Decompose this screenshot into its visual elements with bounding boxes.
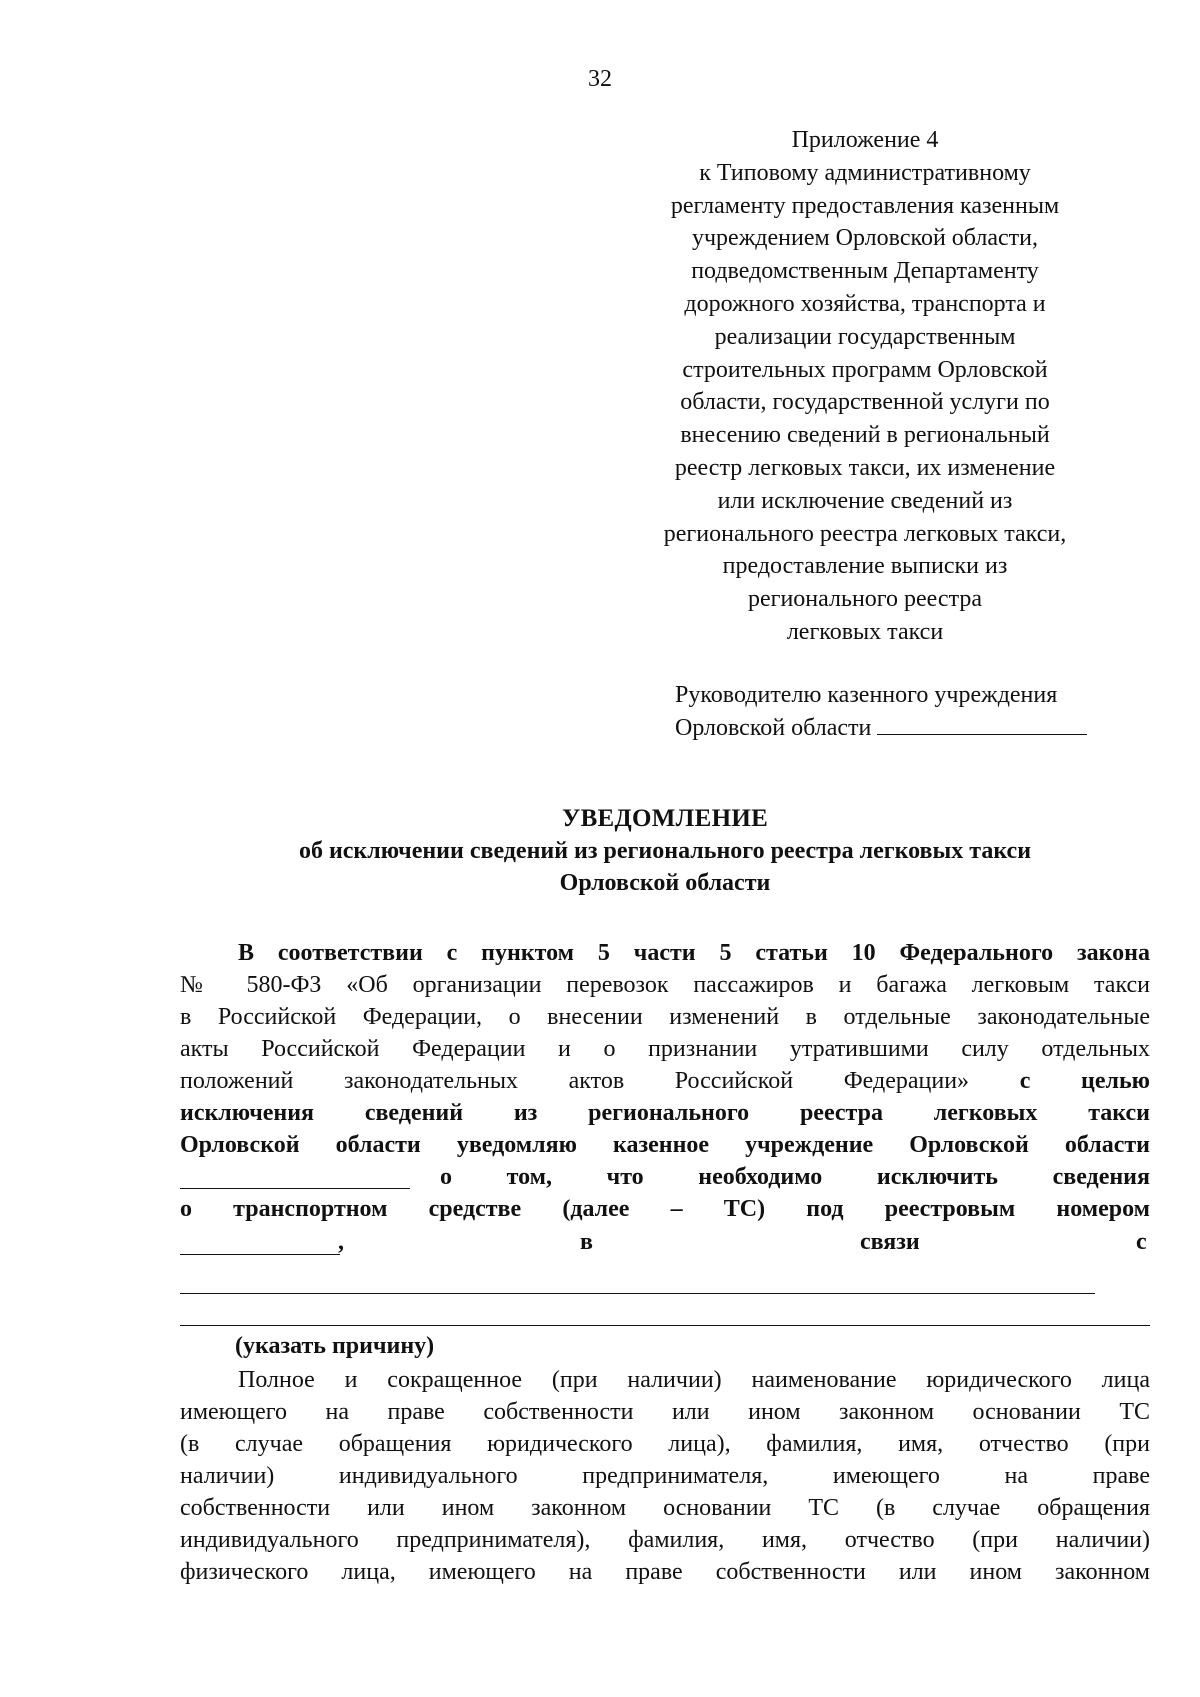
appendix-line: Приложение 4 [791,127,939,153]
appendix-line: к Типовому административному [699,159,1031,186]
paragraph-1-line: акты Российской Федерации и о признании утратившими силу отдельных [180,1036,1150,1062]
addressee-region: Орловской области [675,715,872,741]
appendix-line: легковых такси [786,618,944,645]
appendix-line: подведомственным Департаменту [691,258,1039,285]
registry-comma: , [338,1229,344,1255]
appendix-line: дорожного хозяйства, транспорта и [684,290,1046,317]
paragraph-2-line: собственности или ином законном основании ТС (в случае обращения [180,1495,1150,1521]
page-number: 32 [588,66,612,92]
title-main: УВЕДОМЛЕНИЕ [561,805,769,832]
reason-caption: (указать причину) [235,1333,435,1359]
appendix-line: или исключение сведений из [717,487,1013,514]
word-s: с [1136,1229,1147,1255]
appendix-line: внесению сведений в региональный [680,422,1050,449]
paragraph-2-line: физического лица, имеющего на праве собственности или ином законном [180,1559,1150,1585]
paragraph-2-line: наличии) индивидуального предпринимателя, имеющего на праве [180,1463,1150,1489]
paragraph-1-line: № 580-ФЗ «Об организации перевозок пассажиров и багажа легковым такси [180,972,1150,998]
reason-line-1[interactable] [180,1293,1095,1294]
paragraph-1-line: исключения сведений из регионального реестра легковых такси [180,1100,1150,1126]
appendix-line: регламенту предоставления казенным [670,192,1060,219]
paragraph-1-line-bold: с целью [1019,1068,1150,1094]
document-title [180,803,1150,899]
addressee-line-2 [675,712,1135,745]
reason-line-2[interactable] [180,1325,1150,1326]
paragraph-1-line: В соответствии с пунктом 5 части 5 статьи 10 Федерального закона [238,940,1150,966]
appendix-line: регионального реестра [747,586,983,613]
title-sub-2: Орловской области [559,870,771,896]
addressee-name-blank[interactable] [877,712,1087,735]
paragraph-2-line: индивидуального предпринимателя), фамилия, имя, отчество (при наличии) [180,1527,1150,1553]
word-svyazi: связи [860,1229,920,1255]
paragraph-2-line: имеющего на праве собственности или ином законном основании ТС [180,1399,1150,1425]
paragraph-2-line: (в случае обращения юридического лица), фамилия, имя, отчество (при [180,1431,1150,1457]
appendix-line: предоставление выписки из [722,553,1008,580]
appendix-line: реализации государственным [714,323,1016,350]
paragraph-1-line: Орловской области уведомляю казенное учреждение Орловской области [180,1132,1150,1158]
addressee-line-1: Руководителю казенного учреждения [675,682,1058,708]
appendix-line: строительных программ Орловской [682,356,1048,383]
institution-name-blank[interactable] [180,1188,410,1189]
appendix-line: области, государственной услуги по [680,389,1050,416]
addressee-block [675,679,1135,745]
paragraph-1-line: о транспортном средстве (далее – ТС) под реестровым номером [180,1196,1150,1222]
paragraph-1-line: о том, что необходимо исключить сведения [440,1164,1150,1190]
paragraph-1-line [180,1066,1150,1097]
paragraph-1-line: в Российской Федерации, о внесении изменений в отдельные законодательные [180,1004,1150,1030]
registry-number-blank[interactable] [180,1254,340,1255]
appendix-line: регионального реестра легковых такси, [663,520,1067,547]
title-sub-1: об исключении сведений из регионального реестра легковых такси [298,838,1032,864]
appendix-header [630,124,1100,649]
appendix-line: учреждением Орловской области, [691,225,1039,252]
paragraph-2-line: Полное и сокращенное (при наличии) наименование юридического лица [238,1367,1150,1393]
appendix-line: реестр легковых такси, их изменение [674,454,1056,481]
paragraph-1-line-regular: положений законодательных актов Российской Федерации» [180,1068,970,1094]
word-v: в [580,1229,593,1255]
